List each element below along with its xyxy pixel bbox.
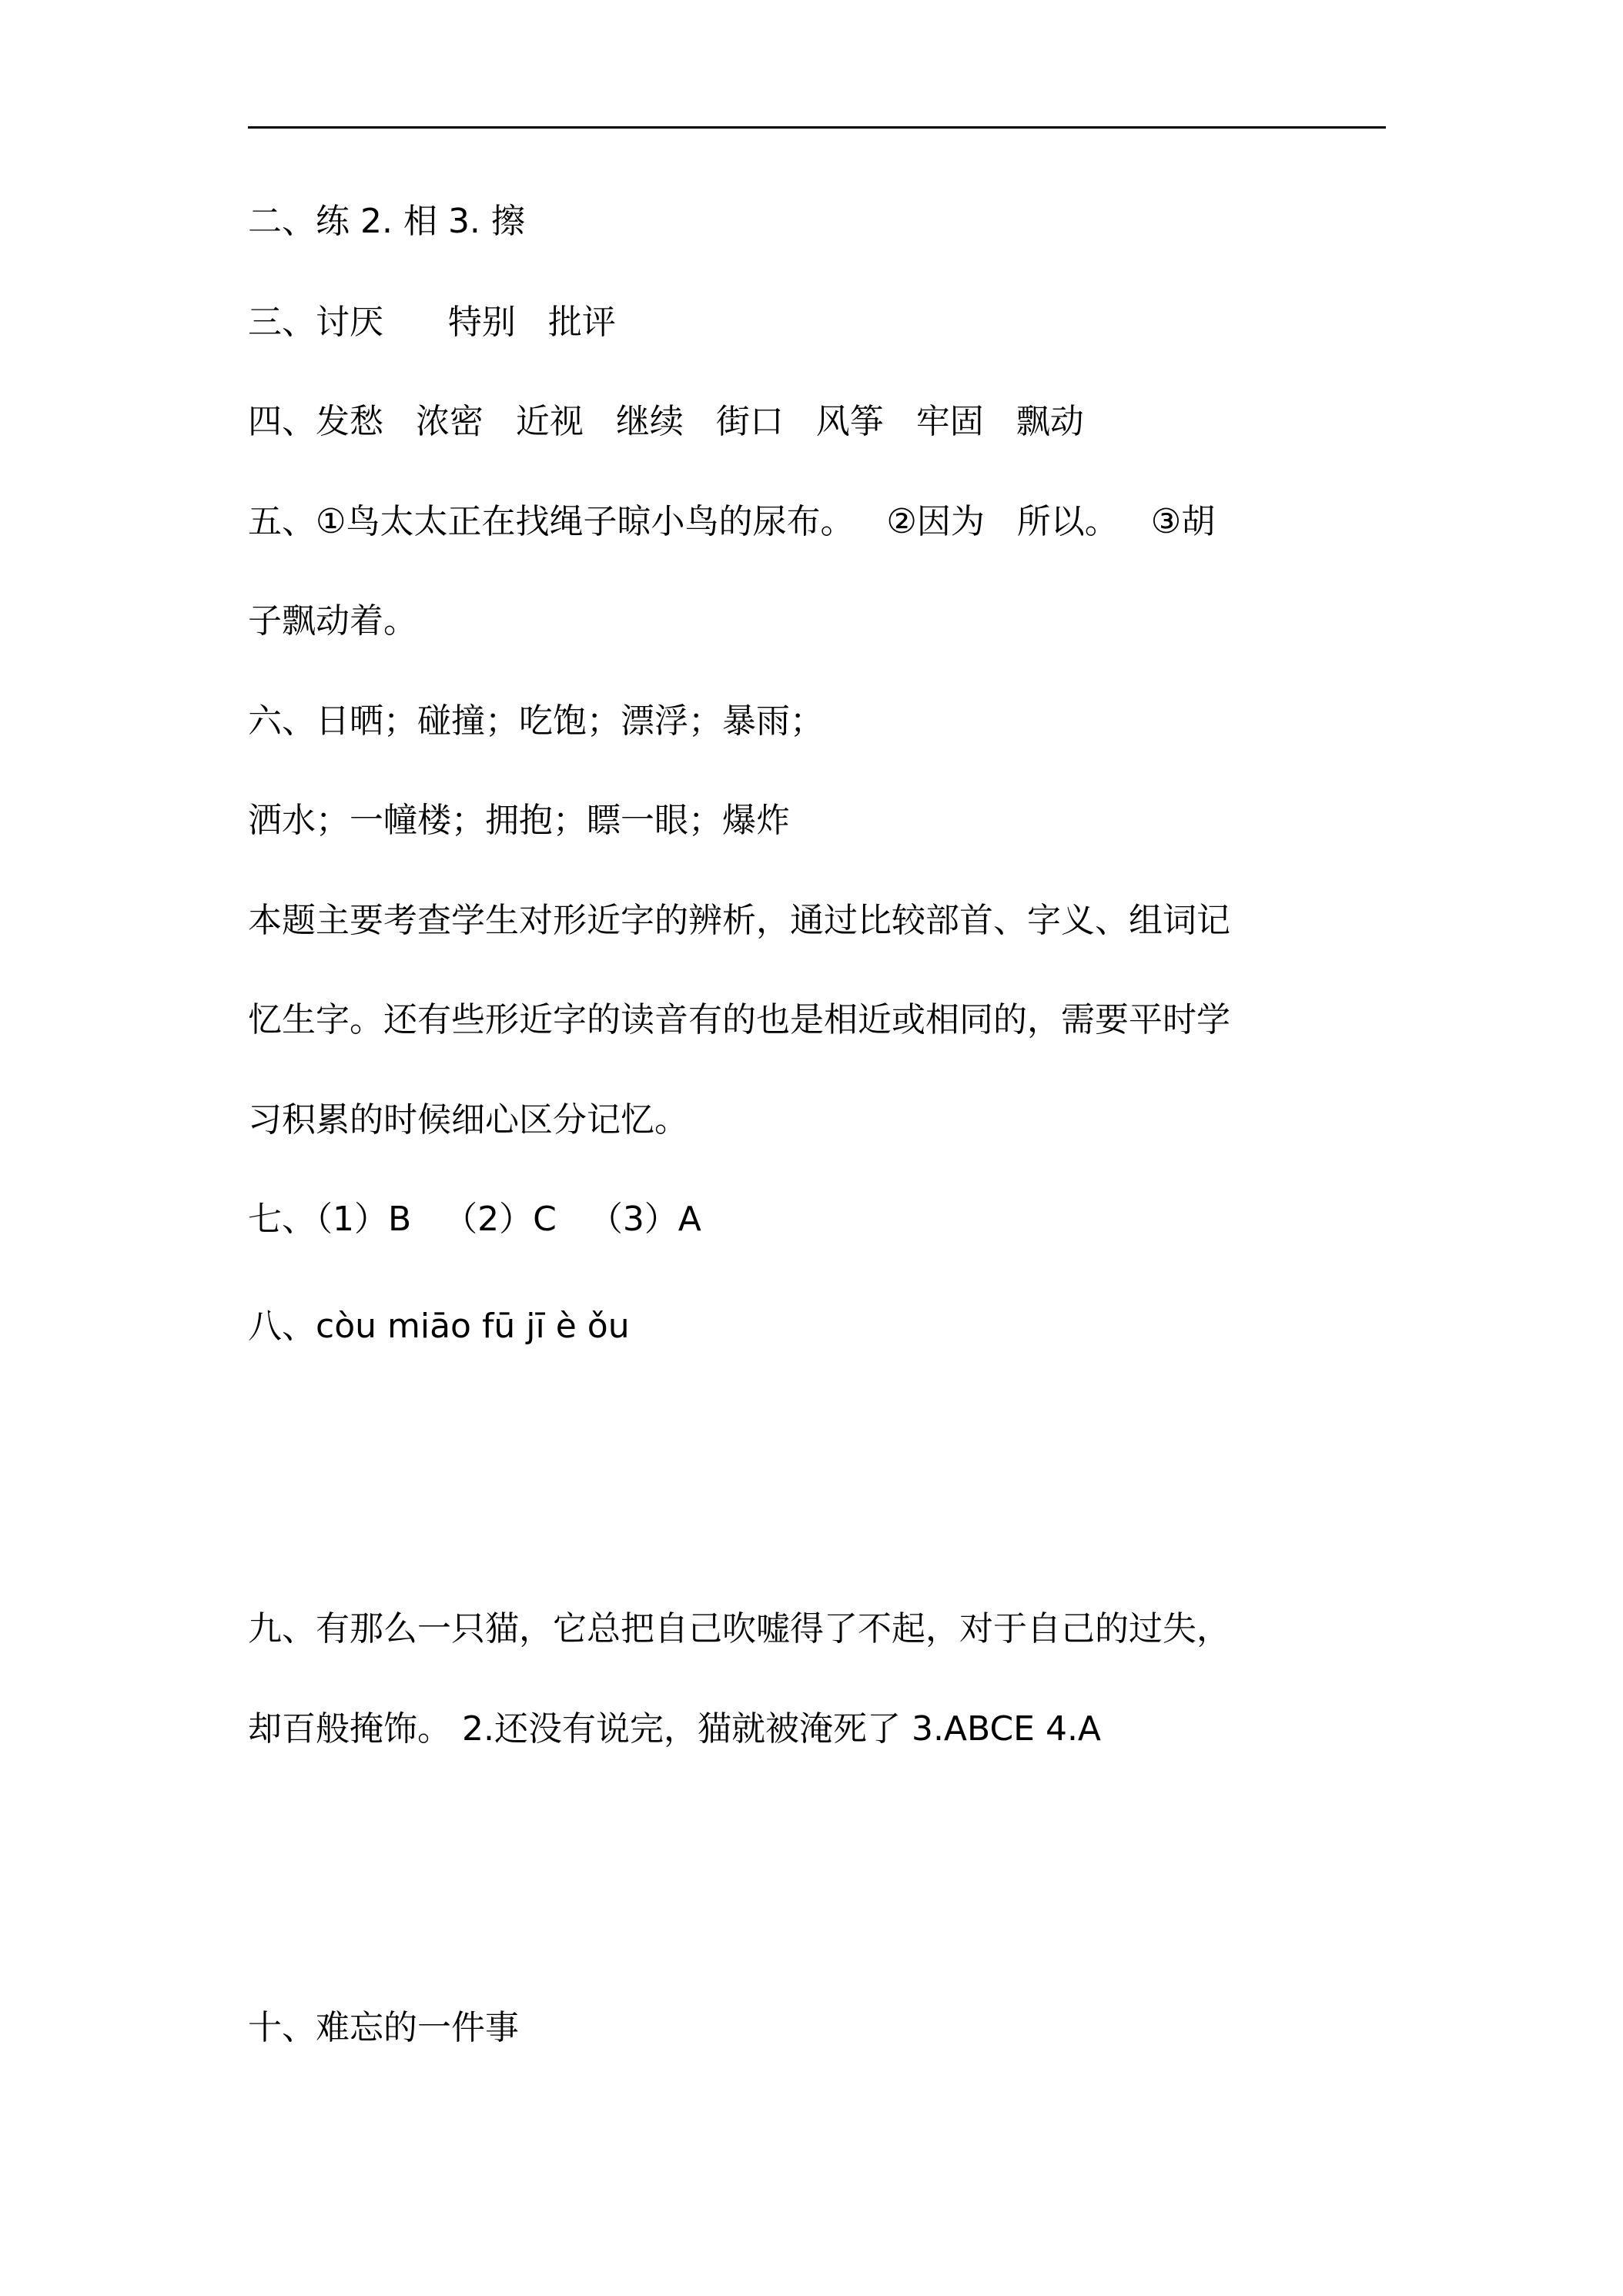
header-rule — [248, 126, 1386, 129]
answer-line-8: 八、còu miāo fū jī è ǒu — [248, 1307, 630, 1346]
answer-line-3: 三、讨厌 特别 批评 — [248, 303, 616, 342]
explanation-line-3: 习积累的时候细心区分记忆。 — [248, 1100, 688, 1140]
answer-line-2: 二、练 2. 相 3. 擦 — [248, 202, 525, 241]
answer-line-9: 九、有那么一只猫，它总把自己吹嘘得了不起，对于自己的过失， — [248, 1609, 1230, 1648]
answer-line-6-cont: 洒水；一幢楼；拥抱；瞟一眼；爆炸 — [248, 801, 790, 840]
answer-line-7: 七、（1）B （2）C （3）A — [248, 1200, 701, 1239]
answer-line-9-cont: 却百般掩饰。 2.还没有说完，猫就被淹死了 3.ABCE 4.A — [248, 1709, 1102, 1749]
answer-line-5-cont: 子飘动着。 — [248, 601, 417, 641]
explanation-line-2: 忆生字。还有些形近字的读音有的也是相近或相同的，需要平时学 — [248, 1000, 1230, 1039]
answer-line-10: 十、难忘的一件事 — [248, 2008, 519, 2047]
explanation-line-1: 本题主要考查学生对形近字的辨析，通过比较部首、字义、组词记 — [248, 901, 1230, 940]
answer-line-6: 六、日晒；碰撞；吃饱；漂浮；暴雨； — [248, 701, 824, 741]
answer-line-4: 四、发愁 浓密 近视 继续 街口 风筝 牢固 飘动 — [248, 402, 1084, 441]
answer-line-5: 五、①鸟太太正在找绳子晾小鸟的尿布。 ②因为 所以。 ③胡 — [248, 502, 1216, 541]
